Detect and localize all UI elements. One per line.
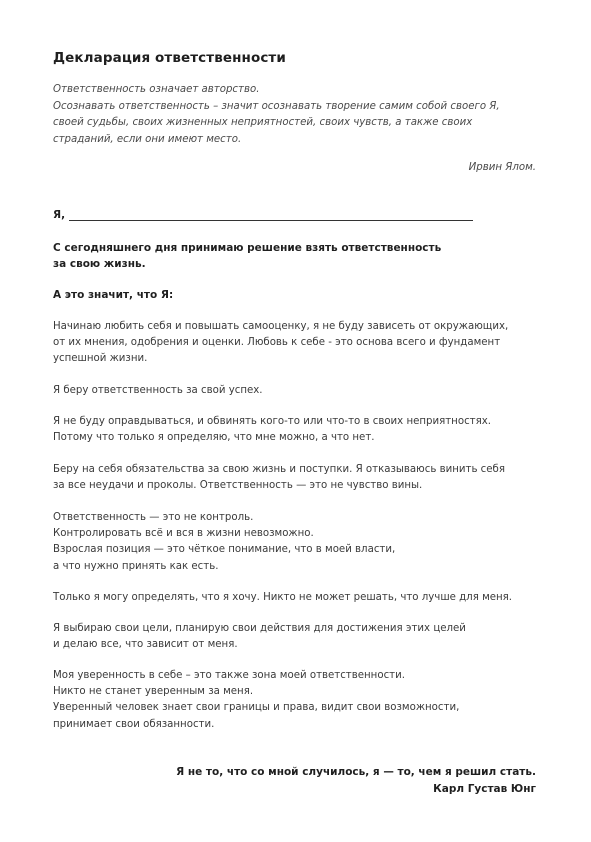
paragraph-line: Только я могу определять, что я хочу. Никто не может решать, что лучше для меня. xyxy=(53,592,513,603)
paragraph-line: от их мнения, одобрения и оценки. Любовь к себе - это основа всего и фундамент xyxy=(53,337,501,349)
paragraph-goals xyxy=(53,621,466,653)
paragraph-line: Я выбираю свои цели, планирую свои действия для достижения этих целей xyxy=(53,623,466,634)
document-title: Декларация ответственности xyxy=(53,50,286,66)
subheading: А это значит, что Я: xyxy=(53,289,174,301)
decision-line: С сегодняшнего дня принимаю решение взять ответственность xyxy=(53,242,442,254)
closing-quote-author: Карл Густав Юнг xyxy=(433,782,536,795)
paragraph-line: Взрослая позиция — это чёткое понимание, что в моей власти, xyxy=(53,544,396,556)
paragraph-line: принимает свои обязанности. xyxy=(53,718,215,730)
paragraph-line: Я не буду оправдываться, и обвинять кого-то или что-то в своих неприятностях. xyxy=(53,416,492,427)
epigraph-line: своей судьбы, своих жизненных неприятностей, своих чувств, а также своих xyxy=(53,117,473,128)
paragraph-line: Я беру ответственность за свой успех. xyxy=(53,385,263,396)
decision-line: за свою жизнь. xyxy=(53,258,146,270)
paragraph-line: за все неудачи и проколы. Ответственность — это не чувство вины. xyxy=(53,480,423,492)
closing-quote-text: Я не то, что со мной случилось, я — то, чем я решил стать. xyxy=(176,766,536,778)
paragraph-confidence xyxy=(53,668,459,733)
paragraph-line: успешной жизни. xyxy=(53,353,148,365)
paragraph-line: Контролировать всё и вся в жизни невозможно. xyxy=(53,528,314,540)
paragraph-line: Уверенный человек знает свои границы и права, видит свои возможности, xyxy=(53,702,460,714)
epigraph-line: Ответственность означает авторство. xyxy=(53,84,260,95)
paragraph-line: Потому что только я определяю, что мне можно, а что нет. xyxy=(53,432,375,444)
paragraph-success xyxy=(53,383,263,399)
paragraph-obligations xyxy=(53,462,505,494)
decision-statement xyxy=(53,240,441,272)
paragraph-line: Начинаю любить себя и повышать самооценку, я не буду зависеть от окружающих, xyxy=(53,321,509,332)
name-prefix: Я, xyxy=(53,209,66,221)
epigraph-line: Осознавать ответственность – значит осознавать творение самим собой своего Я, xyxy=(53,100,500,112)
paragraph-line: и делаю все, что зависит от меня. xyxy=(53,639,238,651)
name-fill-line[interactable] xyxy=(69,209,473,221)
epigraph-line: страданий, если они имеют место. xyxy=(53,133,242,145)
paragraph-line: а что нужно принять как есть. xyxy=(53,560,219,572)
closing-quote xyxy=(176,764,536,797)
paragraph-self-love xyxy=(53,319,508,368)
name-row xyxy=(53,209,473,221)
paragraph-line: Беру на себя обязательства за свою жизнь и поступки. Я отказываюсь винить себя xyxy=(53,464,505,475)
epigraph xyxy=(53,82,543,148)
paragraph-wants xyxy=(53,590,512,606)
paragraph-line: Никто не станет уверенным за меня. xyxy=(53,686,254,698)
paragraph-no-excuses xyxy=(53,414,491,446)
epigraph-author: Ирвин Ялом. xyxy=(468,162,536,173)
paragraph-line: Ответственность — это не контроль. xyxy=(53,512,254,523)
paragraph-control xyxy=(53,510,395,575)
paragraph-line: Моя уверенность в себе – это также зона моей ответственности. xyxy=(53,670,405,681)
